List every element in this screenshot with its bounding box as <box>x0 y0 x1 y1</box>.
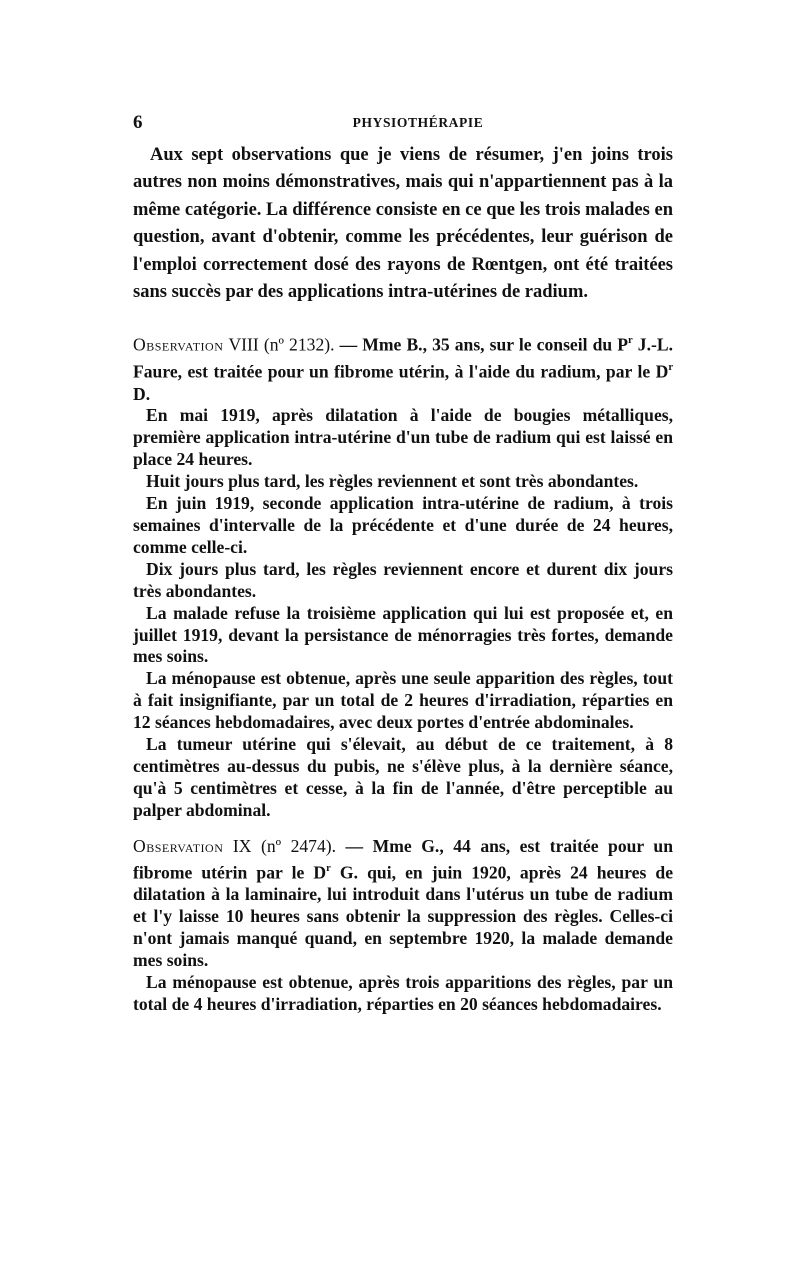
observation-9-paragraph: La ménopause est obtenue, après trois apparitions des règles, par un total de 4 heures d'irradiation, réparties en 20 séances hebdomadaires. <box>133 971 673 1014</box>
page-header <box>133 112 673 142</box>
intro-paragraph: Aux sept observations que je viens de résumer, j'en joins trois autres non moins démonstratives, mais qui n'appartiennent pas à la même catégorie. La différence consiste en ce que les trois malades en question, avant d'obtenir, comme les précédentes, leur guérison de l'emploi correctement dosé des rayons de Rœntgen, ont été traitées sans succès par des applications intra-utérines de radium. <box>133 145 673 303</box>
observation-9-text-a: — Mme G., 44 ans, est traitée pour un fibrome utérin par le D <box>133 835 673 883</box>
observation-9-opening <box>133 836 673 972</box>
observation-8-sup-1: r <box>628 335 633 347</box>
observation-8-text-a: — Mme B., 35 ans, sur le conseil du P <box>334 335 629 356</box>
observation-8-paragraph: En mai 1919, après dilatation à l'aide de bougies métalliques, première application intra-utérine d'un tube de radium qui est laissé en place 24 heures. <box>133 405 673 470</box>
observation-8-paragraph: Dix jours plus tard, les règles reviennent encore et durent dix jours très abondantes. <box>133 558 673 601</box>
observation-8-text-c: D. <box>133 383 151 404</box>
observation-8-paragraph: Huit jours plus tard, les règles reviennent et sont très abondantes. <box>146 471 639 492</box>
book-page <box>133 112 673 1016</box>
observation-9-text-b: G. qui, en juin 1920, après 24 heures de dilatation à la laminaire, lui introduit dans l'utérus un tube de radium et l'y laisse 10 heures sans obtenir la suppression des règles. Celles-ci n'ont jamais manqué quand, en septembre 1920, la malade demande mes soins. <box>133 862 674 970</box>
observation-8-paragraph: La malade refuse la troisième application qui lui est proposée et, en juillet 1919, devant la persistance de ménorragies très fortes, demande mes soins. <box>133 602 673 667</box>
observation-9-sup-1: r <box>326 862 331 874</box>
observation-8-label: Observation <box>133 335 224 356</box>
observation-9-label: Observation <box>133 835 224 856</box>
observation-9 <box>133 836 673 1016</box>
observation-8-paragraph: La ménopause est obtenue, après une seule apparition des règles, tout à fait insignifiante, par un total de 2 heures d'irradiation, réparties en 12 séances hebdomadaires, avec deux portes d'entrée abdominales. <box>133 668 673 733</box>
observation-8 <box>133 330 673 821</box>
observation-8-text-b: J.-L. Faure, est traitée pour un fibrome utérin, à l'aide du radium, par le D <box>133 335 673 382</box>
observation-8-opening <box>133 330 673 405</box>
observation-8-number: VIII (nº 2132). <box>228 335 335 356</box>
observation-8-paragraph: En juin 1919, seconde application intra-utérine de radium, à trois semaines d'intervalle de la précédente et d'une durée de 24 heures, comme celle-ci. <box>133 493 673 557</box>
observation-8-paragraph: La tumeur utérine qui s'élevait, au début de ce traitement, à 8 centimètres au-dessus du pubis, ne s'élève plus, à la dernière séance, qu'à 5 centimètres et cesse, à la fin de l'année, d'être perceptible au palper abdominal. <box>133 734 673 820</box>
observation-8-sup-2: r <box>668 362 673 373</box>
observation-9-number: IX (nº 2474). <box>232 835 337 856</box>
page-number: 6 <box>133 112 143 133</box>
running-title: PHYSIOTHÉRAPIE <box>352 115 484 130</box>
